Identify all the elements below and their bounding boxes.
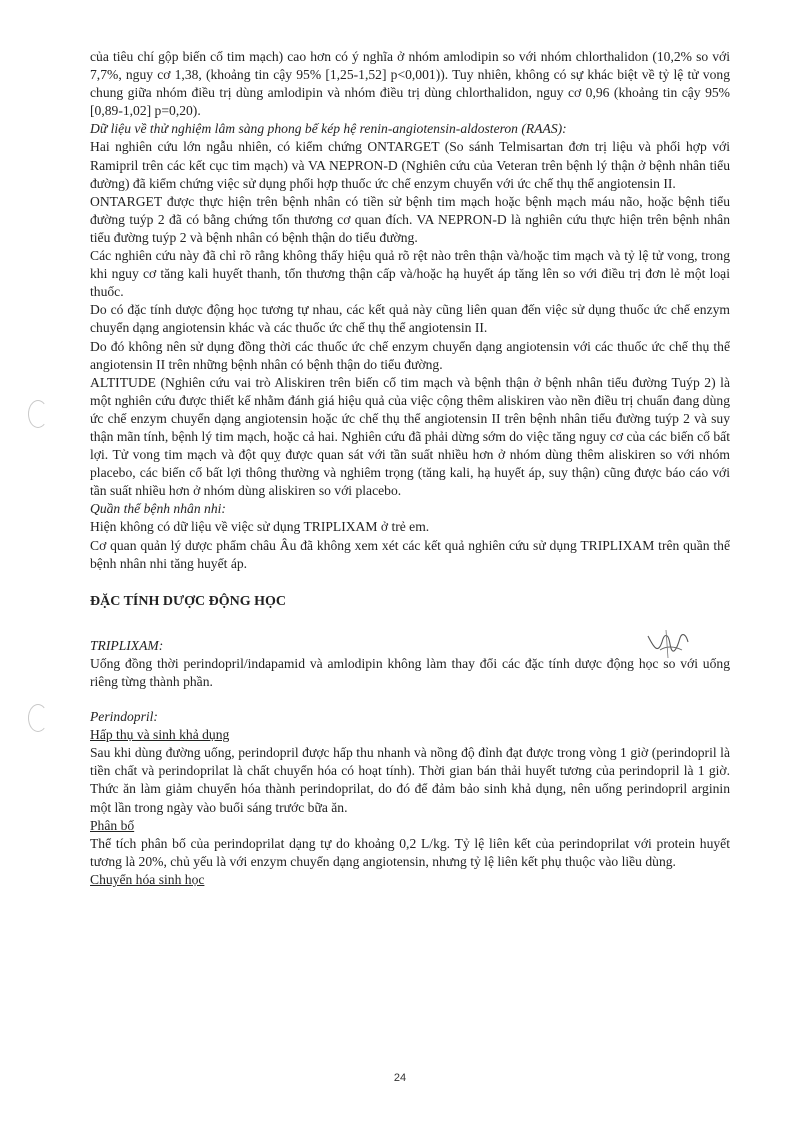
- paragraph: Hai nghiên cứu lớn ngẫu nhiên, có kiểm chứng ONTARGET (So sánh Telmisartan đơn trị liệu và phối hợp với Ramipril trên các kết cục tim mạch) và VA NEPRON-D (Nghiên cứu của Veteran trên bệnh lý thận ở bệnh nhân tiểu đường) đã kiểm chứng việc sử dụng phối hợp thuốc ức chế enzym chuyển với ức chế thụ thể angiotensin II.: [90, 139, 730, 191]
- subsection-title-perindopril: Perindopril:: [90, 709, 158, 725]
- page-body: [90, 48, 730, 889]
- paragraph: Hiện không có dữ liệu về việc sử dụng TRIPLIXAM ở trẻ em.: [90, 519, 430, 535]
- paragraph: Các nghiên cứu này đã chỉ rõ rằng không thấy hiệu quả rõ rệt nào trên thận và/hoặc tim mạch và tỷ lệ tử vong, trong khi nguy cơ tăng kali huyết thanh, tổn thương thận cấp và/hoặc hạ huyết áp tăng lên so với điều trị đơn lẻ một loại thuốc.: [90, 248, 730, 300]
- subheading-absorption: Hấp thụ và sinh khả dụng: [90, 727, 230, 743]
- page-number: 24: [393, 1072, 407, 1084]
- punch-hole-mark: [28, 704, 48, 732]
- paragraph: Sau khi dùng đường uống, perindopril được hấp thu nhanh và nồng độ đỉnh đạt được trong vòng 1 giờ (perindopril là tiền chất và perindoprilat là chất chuyển hóa có hoạt tính). Thời gian bán thải huyết tương của perindopril là 1 giờ. Thức ăn làm giảm chuyển hóa thành perindoprilat, do đó để đảm bảo sinh khả dụng, nên uống perindopril arginin một lần trong ngày vào buổi sáng trước bữa ăn.: [90, 745, 730, 815]
- section-subtitle-raas: Dữ liệu về thử nghiệm lâm sàng phong bế kép hệ renin-angiotensin-aldosteron (RAAS):: [90, 121, 567, 137]
- paragraph: ALTITUDE (Nghiên cứu vai trò Aliskiren trên biến cố tim mạch và bệnh thận ở bệnh nhân tiểu đường Tuýp 2) là một nghiên cứu được thiết kế nhằm đánh giá hiệu quả của việc cộng thêm aliskiren vào nền điều trị chuẩn đang dùng ức chế enzym chuyển dạng angiotensin hoặc ức chế thụ thể angiotensin II trên bệnh nhân tiểu đường tuýp 2 và suy thận mãn tính, bệnh lý tim mạch, hoặc cả hai. Nghiên cứu đã phải dừng sớm do việc tăng nguy cơ của các biến cố bất lợi. Tử vong tim mạch và đột quỵ được quan sát với tần suất nhiều hơn ở nhóm dùng thêm aliskiren so với nhóm placebo, các biến cố bất lợi thông thường và nghiêm trọng (tăng kali, hạ huyết áp, suy thận) cũng được báo cáo với tần suất nhiều hơn ở nhóm dùng aliskiren so với placebo.: [90, 374, 730, 499]
- subsection-title-triplixam: TRIPLIXAM:: [90, 637, 164, 653]
- paragraph: Cơ quan quản lý dược phẩm châu Âu đã không xem xét các kết quả nghiên cứu sử dụng TRIPLIXAM trên quần thể bệnh nhân nhi tăng huyết áp.: [90, 537, 730, 571]
- spacer: [90, 691, 730, 708]
- paragraph: Do đó không nên sử dụng đồng thời các thuốc ức chế enzym chuyển dạng angiotensin với các thuốc ức chế thụ thể angiotensin II trên những bệnh nhân có bệnh thận do tiểu đường.: [90, 338, 730, 372]
- paragraph: Do có đặc tính dược động học tương tự nhau, các kết quả này cũng liên quan đến việc sử dụng thuốc ức chế enzym chuyển dạng angiotensin khác và các thuốc ức chế thụ thể angiotensin II.: [90, 302, 730, 336]
- signature-initials-mark: [644, 628, 692, 662]
- paragraph: ONTARGET được thực hiện trên bệnh nhân có tiền sử bệnh tim mạch hoặc bệnh mạch máu não, hoặc bệnh tiểu đường tuýp 2 đã có bằng chứng tổn thương cơ quan đích. VA NEPRON-D là nghiên cứu thực hiện trên bệnh nhân tiểu đường tuýp 2 và bệnh nhân có bệnh thận do tiểu đường.: [90, 193, 730, 245]
- punch-hole-mark: [28, 400, 48, 428]
- subheading-metabolism: Chuyển hóa sinh học: [90, 871, 205, 887]
- section-subtitle-pediatric: Quần thể bệnh nhân nhi:: [90, 501, 226, 517]
- paragraph: của tiêu chí gộp biến cố tim mạch) cao hơn có ý nghĩa ở nhóm amlodipin so với nhóm chlorthalidon (10,2% so với 7,7%, nguy cơ 1,38, (khoảng tin cậy 95% [1,25-1,52] p<0,001)). Tuy nhiên, không có sự khác biệt về tỷ lệ tử vong chung giữa nhóm điều trị dùng amlodipin và nhóm điều trị dùng chlorthalidon, nguy cơ 0,96 (khoảng tin cậy 95% [0,89-1,02] p=0,20).: [90, 49, 730, 119]
- subheading-distribution: Phân bố: [90, 817, 135, 833]
- section-heading-pharmacokinetics: ĐẶC TÍNH DƯỢC ĐỘNG HỌC: [90, 593, 287, 609]
- paragraph: Uống đồng thời perindopril/indapamid và amlodipin không làm thay đổi các đặc tính dược động học so với uống riêng từng thành phần.: [90, 655, 730, 689]
- paragraph: Thể tích phân bố của perindoprilat dạng tự do khoảng 0,2 L/kg. Tỷ lệ liên kết của perindoprilat với protein huyết tương là 20%, chủ yếu là với enzym chuyển dạng angiotensin, nhưng tỷ lệ liên kết phụ thuộc vào liều dùng.: [90, 835, 730, 869]
